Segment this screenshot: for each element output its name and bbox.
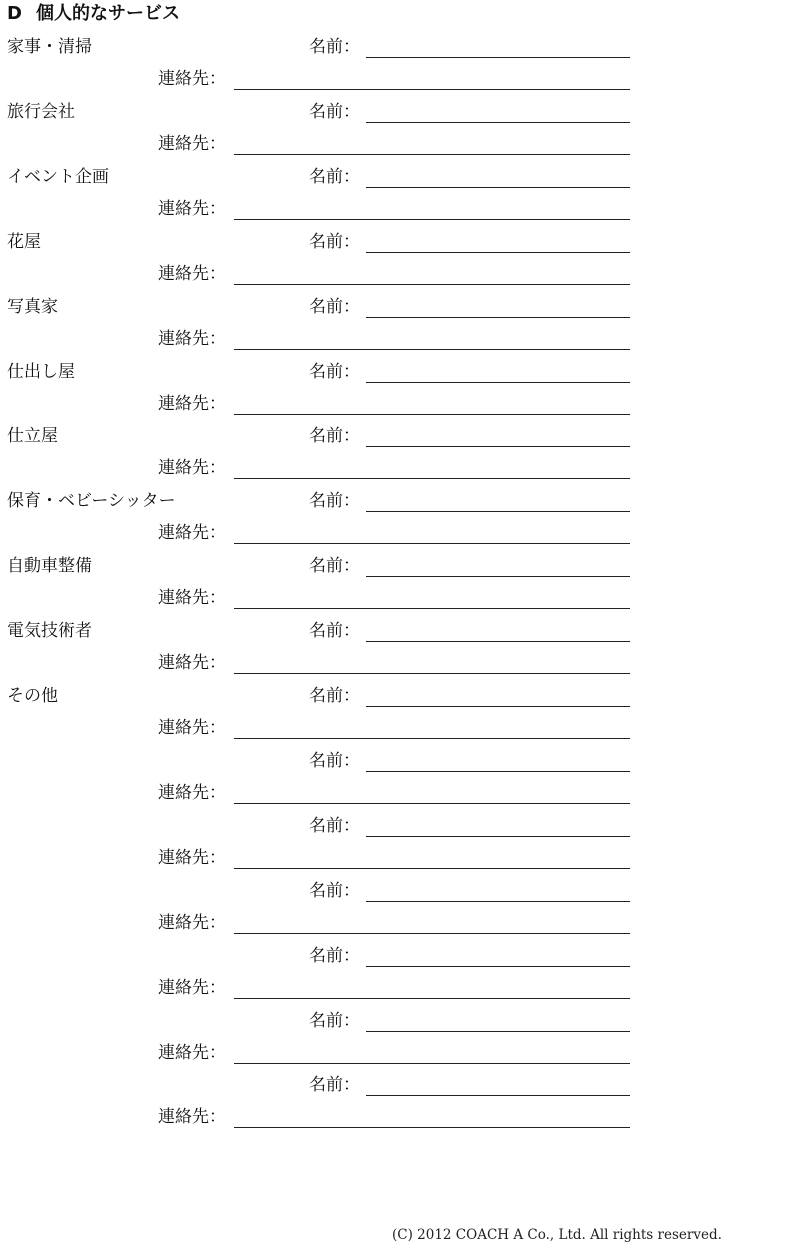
- contact-field[interactable]: [234, 414, 630, 415]
- name-label: 名前：: [309, 945, 360, 966]
- name-label: 名前：: [309, 1010, 360, 1031]
- contact-label: 連絡先：: [158, 393, 226, 414]
- service-entry: [0, 231, 800, 296]
- contact-field[interactable]: [234, 154, 630, 155]
- contact-field[interactable]: [234, 608, 630, 609]
- service-entry: [0, 101, 800, 166]
- contact-field[interactable]: [234, 349, 630, 350]
- contact-field[interactable]: [234, 738, 630, 739]
- service-entry: [0, 750, 800, 815]
- name-label: 名前：: [309, 426, 360, 447]
- contact-field[interactable]: [234, 998, 630, 999]
- name-field[interactable]: [366, 1095, 630, 1096]
- contact-label: 連絡先：: [158, 912, 226, 933]
- service-entry: [0, 620, 800, 685]
- copyright-footer: (C) 2012 COACH A Co., Ltd. All rights reserved.: [392, 1227, 722, 1243]
- name-field[interactable]: [366, 317, 630, 318]
- contact-field[interactable]: [234, 1127, 630, 1128]
- section-title: 個人的なサービス: [35, 3, 180, 24]
- contact-label: 連絡先：: [158, 458, 226, 479]
- service-entry: [0, 685, 800, 750]
- contact-label: 連絡先：: [158, 847, 226, 868]
- name-label: 名前：: [309, 296, 360, 317]
- service-entry: [0, 1074, 800, 1139]
- contact-field[interactable]: [234, 219, 630, 220]
- service-entry: [0, 815, 800, 880]
- contact-label: 連絡先：: [158, 1042, 226, 1063]
- contact-label: 連絡先：: [158, 198, 226, 219]
- contact-label: 連絡先：: [158, 328, 226, 349]
- service-entry: [0, 555, 800, 620]
- name-field[interactable]: [366, 382, 630, 383]
- section-heading: [7, 2, 180, 26]
- contact-field[interactable]: [234, 284, 630, 285]
- contact-label: 連絡先：: [158, 718, 226, 738]
- name-label: 名前：: [309, 101, 360, 122]
- contact-field[interactable]: [234, 868, 630, 869]
- contact-field[interactable]: [234, 803, 630, 804]
- contact-field[interactable]: [234, 543, 630, 544]
- service-category: 家事・清掃: [7, 37, 92, 57]
- name-label: 名前：: [309, 491, 360, 512]
- section-letter: D: [7, 3, 22, 24]
- name-field[interactable]: [366, 966, 630, 967]
- name-field[interactable]: [366, 511, 630, 512]
- name-label: 名前：: [309, 1075, 360, 1096]
- name-field[interactable]: [366, 836, 630, 837]
- service-entry: [0, 945, 800, 1010]
- name-field[interactable]: [366, 252, 630, 253]
- service-category: 仕出し屋: [7, 361, 75, 382]
- name-label: 名前：: [309, 361, 360, 382]
- contact-label: 連絡先：: [158, 133, 226, 154]
- service-entry: [0, 425, 800, 490]
- name-label: 名前：: [309, 815, 360, 836]
- name-label: 名前：: [309, 556, 360, 577]
- name-field[interactable]: [366, 706, 630, 707]
- contact-label: 連絡先：: [158, 523, 226, 544]
- contact-label: 連絡先：: [158, 782, 226, 803]
- service-category: 花屋: [7, 231, 41, 252]
- service-entry: [0, 296, 800, 361]
- service-category: 写真家: [7, 296, 58, 317]
- service-category: イベント企画: [7, 166, 109, 187]
- service-category: 保育・ベビーシッター: [7, 491, 176, 512]
- name-label: 名前：: [309, 750, 360, 771]
- contact-label: 連絡先：: [158, 977, 226, 998]
- name-label: 名前：: [309, 880, 360, 901]
- name-field[interactable]: [366, 576, 630, 577]
- name-field[interactable]: [366, 1031, 630, 1032]
- contact-field[interactable]: [234, 478, 630, 479]
- service-entry: [0, 36, 800, 101]
- name-field[interactable]: [366, 57, 630, 58]
- service-category: その他: [7, 686, 58, 706]
- name-field[interactable]: [366, 641, 630, 642]
- contact-field[interactable]: [234, 933, 630, 934]
- service-entry: [0, 166, 800, 231]
- contact-label: 連絡先：: [158, 588, 226, 609]
- contact-field[interactable]: [234, 673, 630, 674]
- name-label: 名前：: [309, 621, 360, 642]
- contact-label: 連絡先：: [158, 69, 226, 89]
- contact-field[interactable]: [234, 89, 630, 90]
- name-field[interactable]: [366, 122, 630, 123]
- contact-field[interactable]: [234, 1063, 630, 1064]
- name-label: 名前：: [309, 166, 360, 187]
- service-category: 仕立屋: [7, 426, 58, 447]
- name-label: 名前：: [309, 37, 360, 57]
- service-entry: [0, 490, 800, 555]
- name-label: 名前：: [309, 686, 360, 706]
- name-label: 名前：: [309, 231, 360, 252]
- contact-label: 連絡先：: [158, 1107, 226, 1128]
- service-entry: [0, 361, 800, 426]
- name-field[interactable]: [366, 771, 630, 772]
- name-field[interactable]: [366, 187, 630, 188]
- service-category: 電気技術者: [7, 621, 92, 642]
- service-entry: [0, 880, 800, 945]
- service-category: 旅行会社: [7, 101, 75, 122]
- service-entry: [0, 1010, 800, 1075]
- name-field[interactable]: [366, 901, 630, 902]
- contact-label: 連絡先：: [158, 653, 226, 674]
- name-field[interactable]: [366, 446, 630, 447]
- service-category: 自動車整備: [7, 556, 92, 577]
- contact-label: 連絡先：: [158, 263, 226, 284]
